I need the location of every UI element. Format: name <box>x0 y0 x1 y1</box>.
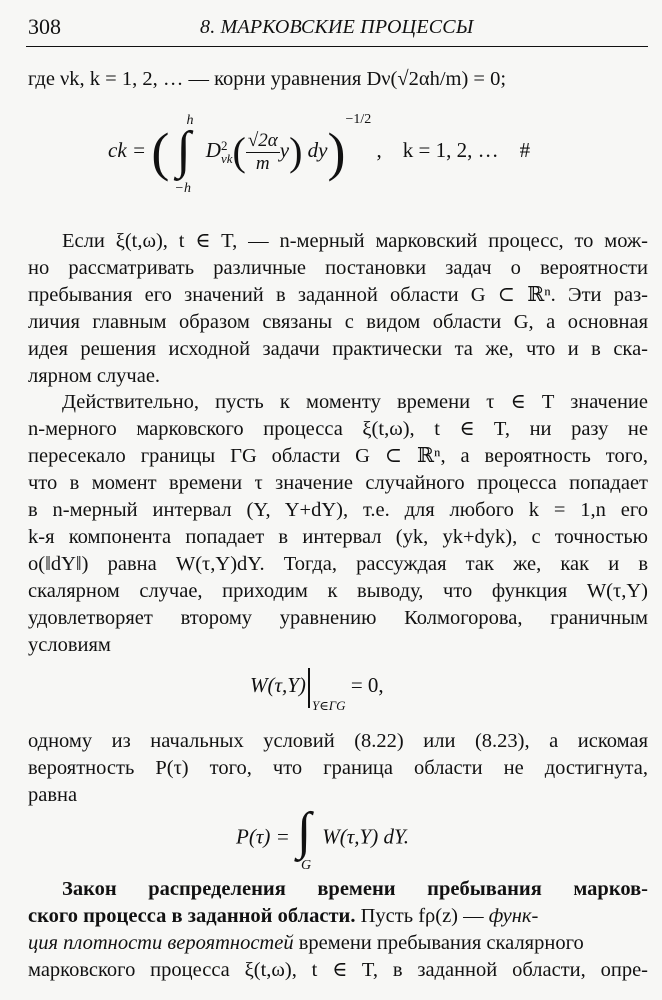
p3-line-2: вероятность P(τ) того, что граница области не достигнута, <box>28 757 648 779</box>
p-lhs: P(τ) = <box>236 824 290 849</box>
p2-line-2: n-мерного марковского процесса ξ(t,ω), t ∈ T, ни разу не <box>28 418 648 440</box>
ck-upper-limit: h <box>186 113 194 129</box>
p4-bold-lead-2: ского процесса в заданной области. <box>28 905 356 927</box>
ck-lower-limit: −h <box>174 181 191 197</box>
p-integrand: W(τ,Y) dY. <box>322 824 409 849</box>
ck-sub: νk <box>220 151 233 167</box>
p2-line-4: что в момент времени τ значение случайного процесса попадает <box>28 472 648 494</box>
p4-line2-rest: Пусть fρ(z) — <box>355 905 484 927</box>
page-number: 308 <box>28 14 61 39</box>
ck-exponent: −1/2 <box>345 112 372 127</box>
p4-line3-ital: ция плотности вероятностей <box>28 932 294 954</box>
boundary-expr: W(τ,Y) <box>250 673 306 697</box>
p2-line-5: в n-мерный интервал (Y, Y+dY), т.е. для любого k = 1,n его <box>28 499 648 521</box>
formula-ck-lhs: ck = <box>108 138 147 162</box>
p2-line-8: скалярном случае, приходим к выводу, что функция W(τ,Y) <box>28 580 648 602</box>
p1-line-2: но рассматривать различные постановки задач о вероятности <box>28 257 648 279</box>
p1-line-4: личия главным образом связаны с видом области G, а основная <box>28 311 648 333</box>
p3-line-1: одному из начальных условий (8.22) или (8.23), а искомая <box>28 730 648 752</box>
intro-line: где νk, k = 1, 2, … — корни уравнения Dν(√2αh/m) = 0; <box>28 68 507 90</box>
ck-frac-num: √2α <box>247 129 278 151</box>
p2-line-10: условиям <box>28 634 111 656</box>
ck-integrand-head: D <box>205 138 221 162</box>
p2-line-9: удовлетворяет второму уравнению Колмогорова, граничным <box>28 607 648 629</box>
p1-line-6: лярном случае. <box>28 365 161 387</box>
formula-ck: ck = ( h ∫ −h D 2 νk ( $\frac{√2\alpha}{m}$ y) dy)$^{-1/2}$ , k = 1, 2, … # <box>108 112 531 197</box>
p1-line-1: Если ξ(t,ω), t ∈ T, — n-мерный марковский процесс, то мож- <box>62 230 648 252</box>
boundary-sub: Y∈ΓG <box>311 698 346 713</box>
chapter-title: 8. МАРКОВСКИЕ ПРОЦЕССЫ <box>200 16 474 38</box>
p1-line-5: идея решения исходной задачи практически та же, что и в ска- <box>28 338 648 360</box>
p4-line2-ital: функ- <box>483 905 539 927</box>
ck-frac-den: m <box>255 152 270 174</box>
p4-line-3 <box>28 930 648 957</box>
ck-sup: 2 <box>220 138 228 154</box>
p2-line-6: k-я компонента попадает в интервал (yk, yk+dyk), с точностью <box>28 526 648 548</box>
ck-dy: dy <box>307 138 328 162</box>
p1-line-3: пребывания его значений в заданной области G ⊂ ℝⁿ. Эти раз- <box>28 284 648 306</box>
boundary-rhs: = 0, <box>350 673 384 697</box>
header-rule <box>26 46 648 47</box>
formula-p: P(τ) = ∫ G W(τ,Y) dY. <box>236 803 409 873</box>
p4-line-2 <box>28 903 648 930</box>
formula-boundary <box>250 668 384 714</box>
p4-line-4: марковского процесса ξ(t,ω), t ∈ T, в заданной области, опре- <box>28 959 648 981</box>
p2-line-3: пересекало границы ΓG области G ⊂ ℝⁿ, а вероятность того, <box>28 445 648 467</box>
p3-line-3: равна <box>28 784 78 806</box>
p-lower-limit: G <box>301 858 312 873</box>
ck-tail: , k = 1, 2, … # <box>376 138 531 162</box>
p4-line3-rest: времени пребывания скалярного <box>293 932 584 954</box>
ck-after-frac: y <box>279 138 290 162</box>
p2-line-7: o(‖dY‖) равна W(τ,Y)dY. Тогда, рассуждая так же, как и в <box>28 553 648 575</box>
p4-line-1: Закон распределения времени пребывания марков- <box>62 878 648 900</box>
p2-line-1: Действительно, пусть к моменту времени τ ∈ T значение <box>62 391 648 413</box>
